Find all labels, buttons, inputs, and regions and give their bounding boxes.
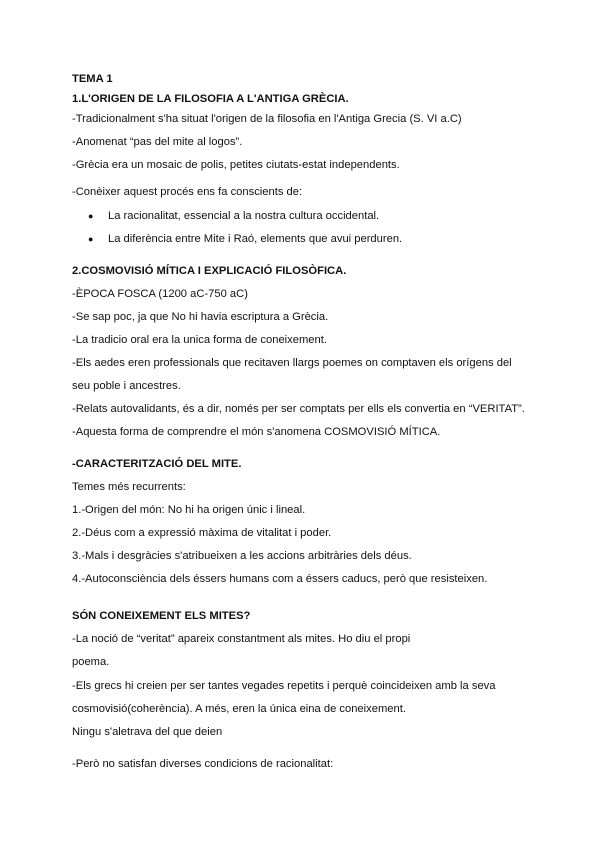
- section-2-title: 2.COSMOVISIÓ MÍTICA I EXPLICACIÓ FILOSÒFICA.: [72, 265, 347, 277]
- paragraph-line: -Els grecs hi creien per ser tantes vegades repetits i perquè coincideixen amb la seva: [72, 680, 496, 692]
- paragraph-line: -Grècia era un mosaic de polis, petites ciutats-estat independents.: [72, 159, 400, 171]
- paragraph-line: poema.: [72, 656, 110, 668]
- paragraph-line: -Se sap poc, ja que No hi havia escriptura a Grècia.: [72, 311, 329, 323]
- bullet-dot-icon: ●: [88, 211, 94, 221]
- paragraph-line: Ningu s'aletrava del que deien: [72, 726, 223, 738]
- paragraph-line: cosmovisió(coherència). A més, eren la única eina de coneixement.: [72, 703, 406, 715]
- paragraph-line: -ÈPOCA FOSCA (1200 aC-750 aC): [72, 288, 248, 300]
- paragraph-line: -Aquesta forma de comprendre el món s'anomena COSMOVISIÓ MÍTICA.: [72, 426, 441, 438]
- bullet-dot-icon: ●: [88, 234, 94, 244]
- paragraph-line: 4.-Autoconsciència dels éssers humans com a éssers caducs, però que resisteixen.: [72, 573, 488, 585]
- topic-label: TEMA 1: [72, 73, 113, 85]
- paragraph-line: -Els aedes eren professionals que recitaven llargs poemes on comptaven els orígens del: [72, 357, 512, 369]
- paragraph-line: -Relats autovalidants, és a dir, només per ser comptats per ells els convertia en “VERITAT”.: [72, 403, 525, 415]
- paragraph-line: -Conèixer aquest procés ens fa conscients de:: [72, 186, 303, 198]
- bullet-item: La racionalitat, essencial a la nostra cultura occidental.: [108, 210, 380, 222]
- paragraph-line: -Però no satisfan diverses condicions de racionalitat:: [72, 758, 334, 770]
- paragraph-line: -Tradicionalment s'ha situat l'origen de la filosofia en l'Antiga Grecia (S. VI a.C): [72, 113, 462, 125]
- paragraph-line: Temes més recurrents:: [72, 481, 186, 493]
- paragraph-line: -La noció de “veritat” apareix constantment als mites. Ho diu el propi: [72, 633, 411, 645]
- section-3-title: -CARACTERITZACIÓ DEL MITE.: [72, 458, 242, 470]
- paragraph-line: -Anomenat “pas del mite al logos”.: [72, 136, 243, 148]
- bullet-item: La diferència entre Mite i Raó, elements que avui perduren.: [108, 233, 403, 245]
- paragraph-line: 3.-Mals i desgràcies s'atribueixen a les accions arbitràries dels déus.: [72, 550, 412, 562]
- paragraph-line: -La tradicio oral era la unica forma de coneixement.: [72, 334, 327, 346]
- paragraph-line: 2.-Déus com a expressió màxima de vitalitat i poder.: [72, 527, 332, 539]
- paragraph-line: seu poble i ancestres.: [72, 380, 181, 392]
- paragraph-line: 1.-Origen del món: No hi ha origen únic i lineal.: [72, 504, 306, 516]
- section-4-title: SÓN CONEIXEMENT ELS MITES?: [72, 610, 251, 622]
- section-1-title: 1.L'ORIGEN DE LA FILOSOFIA A L'ANTIGA GRÈCIA.: [72, 93, 349, 105]
